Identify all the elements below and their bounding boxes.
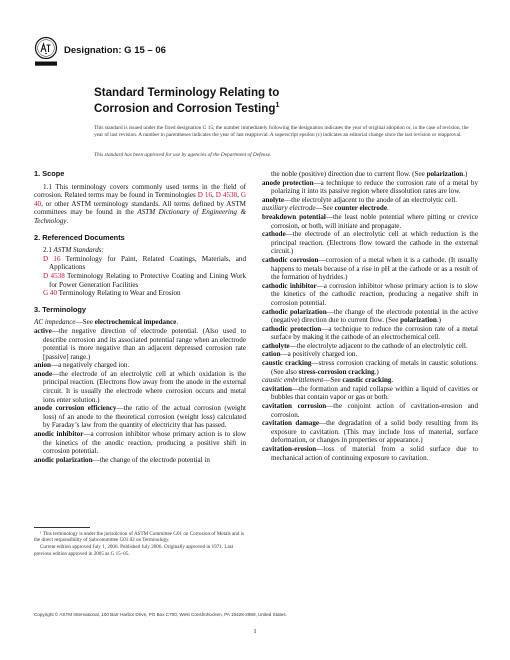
term-name: caustic cracking bbox=[262, 359, 312, 368]
term-entry: breakdown potential—the least noble potential where pitting or crevice corrosion, or both, will initiate and propagate. bbox=[262, 212, 478, 230]
dictionary-title: ASTM Dictionary of Engineering & Technology bbox=[34, 208, 246, 225]
right-term-list bbox=[262, 179, 478, 463]
link-d4538[interactable]: D 4538 bbox=[215, 191, 238, 200]
term-name: cavitation bbox=[262, 384, 292, 393]
term-entry: anode corrosion efficiency—the ratio of the actual corrosion (weight loss) of an anode to the theoretical corrosion (weight loss) calculated by Faraday’s law from the quantity of electricity that has passed. bbox=[34, 404, 246, 430]
term-definition: the degradation of a solid body resulting from its exposure to cavitation. (This may include loss of material, surface deformation, or changes in properties or appearance.) bbox=[271, 419, 478, 445]
term-definition: the electrode of an electrolytic cell at which oxidation is the principal reaction. (Electrons flow away from the anode in the external circuit. It is usually the electrode where corrosion occurs and metal ions enter solution.) bbox=[43, 369, 246, 404]
reference-link-d4538[interactable]: D 4538 bbox=[43, 271, 65, 280]
term-entry: cation—a positively charged ion. bbox=[262, 350, 358, 359]
term-entry: cavitation corrosion—the conjoint action of cavitation-erosion and corrosion. bbox=[262, 402, 478, 419]
term-name: cation bbox=[262, 350, 281, 359]
references-heading: 2. Referenced Documents bbox=[34, 232, 125, 242]
term-entry: anode—the electrode of an electrolytic cell at which oxidation is the principal reaction. (Electrons flow away from the anode in the external circuit. It is usually the electrode where corrosion occurs and metal ions enter solution.) bbox=[34, 369, 246, 404]
term-definition: a positively charged ion. bbox=[287, 350, 358, 359]
term-name: breakdown potential bbox=[262, 212, 326, 221]
term-name: anode protection bbox=[262, 178, 314, 187]
term-entry: auxiliary electrode—See counter electrode. bbox=[262, 204, 389, 213]
term-entry: cathodic corrosion—corrosion of a metal when it is a cathode. (It usually happens to metals because of a rise in pH at the cathode or as a result of the formation of hydrides.) bbox=[262, 255, 478, 282]
footnotes bbox=[34, 531, 246, 558]
term-entry: anode protection—a technique to reduce the corrosion rate of a metal by polarizing it into its passive region where dissolution rates are low. bbox=[262, 178, 479, 196]
right-column bbox=[262, 170, 478, 462]
term-name: cathode bbox=[262, 230, 286, 239]
scope-text-mid: , or other ASTM terminology standards. All terms defined by ASTM committees may be found in the bbox=[34, 199, 246, 217]
term-entry: anion—a negatively charged ion. bbox=[34, 361, 130, 370]
see-term: counter electrode bbox=[334, 204, 387, 213]
term-definition: the negative direction of electrode potential. (Also used to describe corrosion and its associated potential range when an electrode potential is more negative than an adjacent depressed corrosion rate [passive] range.) bbox=[43, 326, 246, 361]
term-definition: the change of the electrode potential in bbox=[99, 455, 210, 464]
term-name: cathodic polarization bbox=[262, 307, 327, 316]
scope-heading: 1. Scope bbox=[34, 169, 65, 178]
term-entry: anodic inhibitor—a corrosion inhibitor whose primary action is to slow the kinetics of the anodic reaction, producing a positive shift in corrosion potential. bbox=[34, 430, 246, 456]
term-definition: a technique to reduce the corrosion rate of a metal by polarizing it into its passive region where dissolution rates are low. bbox=[271, 178, 479, 196]
term-entry: cathode—the electrode of an electrolytic cell at which reduction is the principal reaction. (Electrons flow toward the cathode in the external circuit.) bbox=[262, 230, 478, 256]
term-definition: loss of material from a solid surface due to mechanical action of continuing exposure to cavitation. bbox=[271, 445, 478, 462]
link-d16[interactable]: D 16 bbox=[197, 191, 212, 200]
term-entry: catholyte—the electrolyte adjacent to the cathode of an electrolytic cell. bbox=[262, 341, 468, 350]
title-line2: Corrosion and Corrosion Testing bbox=[94, 102, 276, 116]
term-entry: anodic polarization—the change of the electrode potential in bbox=[34, 455, 210, 464]
left-column bbox=[34, 170, 246, 464]
term-name: cathodic inhibitor bbox=[262, 281, 317, 290]
terminology-heading: 3. Terminology bbox=[34, 304, 87, 314]
term-name: auxiliary electrode bbox=[262, 204, 316, 213]
term-definition: a corrosion inhibitor whose primary action is to slow the kinetics of the cathodic reaction, producing a negative shift in corrosion potential. bbox=[271, 281, 478, 307]
term-definition: the conjoint action of cavitation-erosion and corrosion. bbox=[271, 402, 478, 419]
left-term-list bbox=[34, 318, 246, 464]
reference-list bbox=[34, 246, 246, 298]
term-definition: the least noble potential where pitting or crevice corrosion, or both, will initiate and propagate. bbox=[271, 212, 478, 230]
term-name: cavitation corrosion bbox=[262, 402, 327, 411]
astm-logo-icon bbox=[34, 36, 58, 70]
term-definition: a technique to reduce the corrosion rate of a metal surface by making it the cathode of an electrochemical cell. bbox=[271, 324, 479, 342]
scope-text: This terminology covers commonly used terms in the field of corrosion. Related terms may be found in Terminologies bbox=[34, 182, 246, 200]
term-definition: a corrosion inhibitor whose primary action is to slow the kinetics of the anodic reaction, producing a positive shift in corrosion potential. bbox=[43, 430, 246, 456]
footnote-1: ¹ This terminology is under the jurisdiction of ASTM Committee G01 on Corrosion of Metals and is the direct responsibility of Subcommittee G01.02 on Terminology. bbox=[34, 531, 245, 544]
footnote-2: Current edition approved July 1, 2006. Published July 2006. Originally approved in 1971. Last previous edition approved in 2005 as G 15–05. bbox=[34, 544, 234, 557]
scope-paragraph: 1.1 This terminology covers commonly used terms in the field of corrosion. Related terms may be found in Terminologies D 16, D 4538, G 40, or other ASTM terminology standards. All terms defined by ASTM committees may be found in the ASTM Dictionary of Engineering & Technology. bbox=[34, 182, 247, 225]
term-name: AC impedance bbox=[34, 318, 76, 327]
term-entry: anolyte—the electrolyte adjacent to the anode of an electrolytic cell. bbox=[262, 195, 458, 204]
term-name: cathodic protection bbox=[262, 324, 322, 333]
term-definition: the ratio of the actual corrosion (weight loss) of an anode to the theoretical corrosion (weight loss) calculated by Faraday’s law from the quantity of electricity that has passed. bbox=[43, 404, 246, 430]
term-name: catholyte bbox=[262, 341, 290, 350]
reference-item: G 40 Terminology Relating to Wear and Erosion bbox=[43, 289, 181, 298]
term-entry: active—the negative direction of electrode potential. (Also used to describe corrosion and its associated potential range when an electrode potential is more negative than an adjacent depressed corrosion rate [passive] range.) bbox=[34, 326, 246, 361]
term-entry: cathodic protection—a technique to reduce the corrosion rate of a metal surface by making it the cathode of an electrochemical cell. bbox=[262, 324, 479, 342]
dod-note: This standard has been approved for use by agencies of the Department of Defense. bbox=[94, 152, 272, 158]
footnote-divider bbox=[34, 527, 90, 528]
term-name: cathodic corrosion bbox=[262, 255, 319, 264]
term-name: anion bbox=[34, 361, 51, 370]
term-name: anodic inhibitor bbox=[34, 430, 84, 439]
title-line1: Standard Terminology Relating to bbox=[94, 86, 280, 99]
copyright-line: Copyright © ASTM International, 100 Barr Harbor Drive, PO Box C700, West Conshohocken, PA 19428-2959, United States. bbox=[34, 612, 287, 617]
term-entry: AC impedance—See electrochemical impedance. bbox=[34, 318, 179, 327]
term-name: caustic embrittlement bbox=[262, 376, 324, 385]
term-name: anode corrosion efficiency bbox=[34, 404, 117, 413]
term-entry: cathodic polarization—the change of the electrode potential in the active (negative) direction due to current flow. (See polarization.) bbox=[262, 307, 478, 325]
term-definition: the electrolyte adjacent to the cathode of an electrolytic cell. bbox=[296, 341, 468, 350]
term-name: anode bbox=[34, 369, 53, 378]
term-continuation: the noble (positive) direction due to current flow. (See polarization.) bbox=[271, 170, 468, 178]
scope-number: 1.1 bbox=[43, 182, 52, 191]
reference-item: D 16 Terminology for Paint, Related Coatings, Materials, and Applications bbox=[43, 254, 246, 272]
term-name: cavitation damage bbox=[262, 419, 320, 428]
designation: Designation: G 15 – 06 bbox=[64, 45, 166, 56]
title-footnote-marker: 1 bbox=[275, 102, 280, 110]
term-entry: cavitation—the formation and rapid collapse within a liquid of cavities or bubbles that contain vapor or gas or both. bbox=[262, 384, 478, 402]
issue-note: This standard is issued under the fixed designation G 15; the number immediately following the designation indicates the year of original adoption or, in the case of revision, the year of last revision. A number in parentheses indicates the year of last reapproval. A superscript epsilon (ε) indicates an editorial change since the last revision or reapproval. bbox=[94, 125, 469, 138]
term-definition: the change of the electrode potential in the active (negative) direction due to current flow. (See bbox=[271, 307, 478, 325]
references-intro: 2.1 ASTM Standards: bbox=[43, 246, 104, 255]
page-title bbox=[94, 86, 454, 116]
term-name: anolyte bbox=[262, 195, 285, 204]
term-definition: stress corrosion cracking of metals in caustic solutions. (See also bbox=[271, 359, 478, 376]
term-name: active bbox=[34, 326, 52, 335]
see-term: polarization bbox=[400, 316, 437, 325]
term-entry: cavitation-erosion—loss of material from a solid surface due to mechanical action of continuing exposure to cavitation. bbox=[262, 445, 478, 462]
term-entry: caustic cracking—stress corrosion cracking of metals in caustic solutions. (See also stress-corrosion cracking.) bbox=[262, 359, 478, 376]
reference-item: D 4538 Terminology Relating to Protective Coating and Lining Work for Power Generation Facilities bbox=[43, 271, 246, 289]
page-number: 1 bbox=[253, 628, 257, 635]
term-definition: the electrode of an electrolytic cell at which reduction is the principal reaction. (Electrons flow toward the cathode in the external circuit.) bbox=[271, 230, 478, 256]
link-g40[interactable]: G 40 bbox=[34, 191, 247, 208]
term-entry: caustic embrittlement—See caustic cracking. bbox=[262, 376, 394, 385]
see-term: caustic cracking bbox=[342, 376, 392, 385]
see-term: stress-corrosion cracking bbox=[298, 367, 375, 376]
term-name: cavitation-erosion bbox=[262, 445, 317, 453]
term-entry: cathodic inhibitor—a corrosion inhibitor whose primary action is to slow the kinetics of the cathodic reaction, producing a negative shift in corrosion potential. bbox=[262, 281, 478, 307]
term-entry: cavitation damage—the degradation of a solid body resulting from its exposure to cavitation. (This may include loss of material, surface deformation, or changes in properties or appearance.) bbox=[262, 419, 478, 445]
term-definition: corrosion of a metal when it is a cathode. (It usually happens to metals because of a rise in pH at the cathode or as a result of the formation of hydrides.) bbox=[271, 255, 478, 282]
see-term: electrochemical impedance bbox=[94, 318, 177, 327]
term-definition: the formation and rapid collapse within a liquid of cavities or bubbles that contain vapor or gas or both. bbox=[271, 384, 478, 402]
term-definition: the electrolyte adjacent to the anode of an electrolytic cell. bbox=[291, 195, 458, 204]
reference-link-d16[interactable]: D 16 bbox=[43, 254, 61, 263]
term-definition: a negatively charged ion. bbox=[58, 361, 130, 370]
term-name: anodic polarization bbox=[34, 455, 93, 464]
reference-link-g40[interactable]: G 40 bbox=[43, 289, 57, 298]
